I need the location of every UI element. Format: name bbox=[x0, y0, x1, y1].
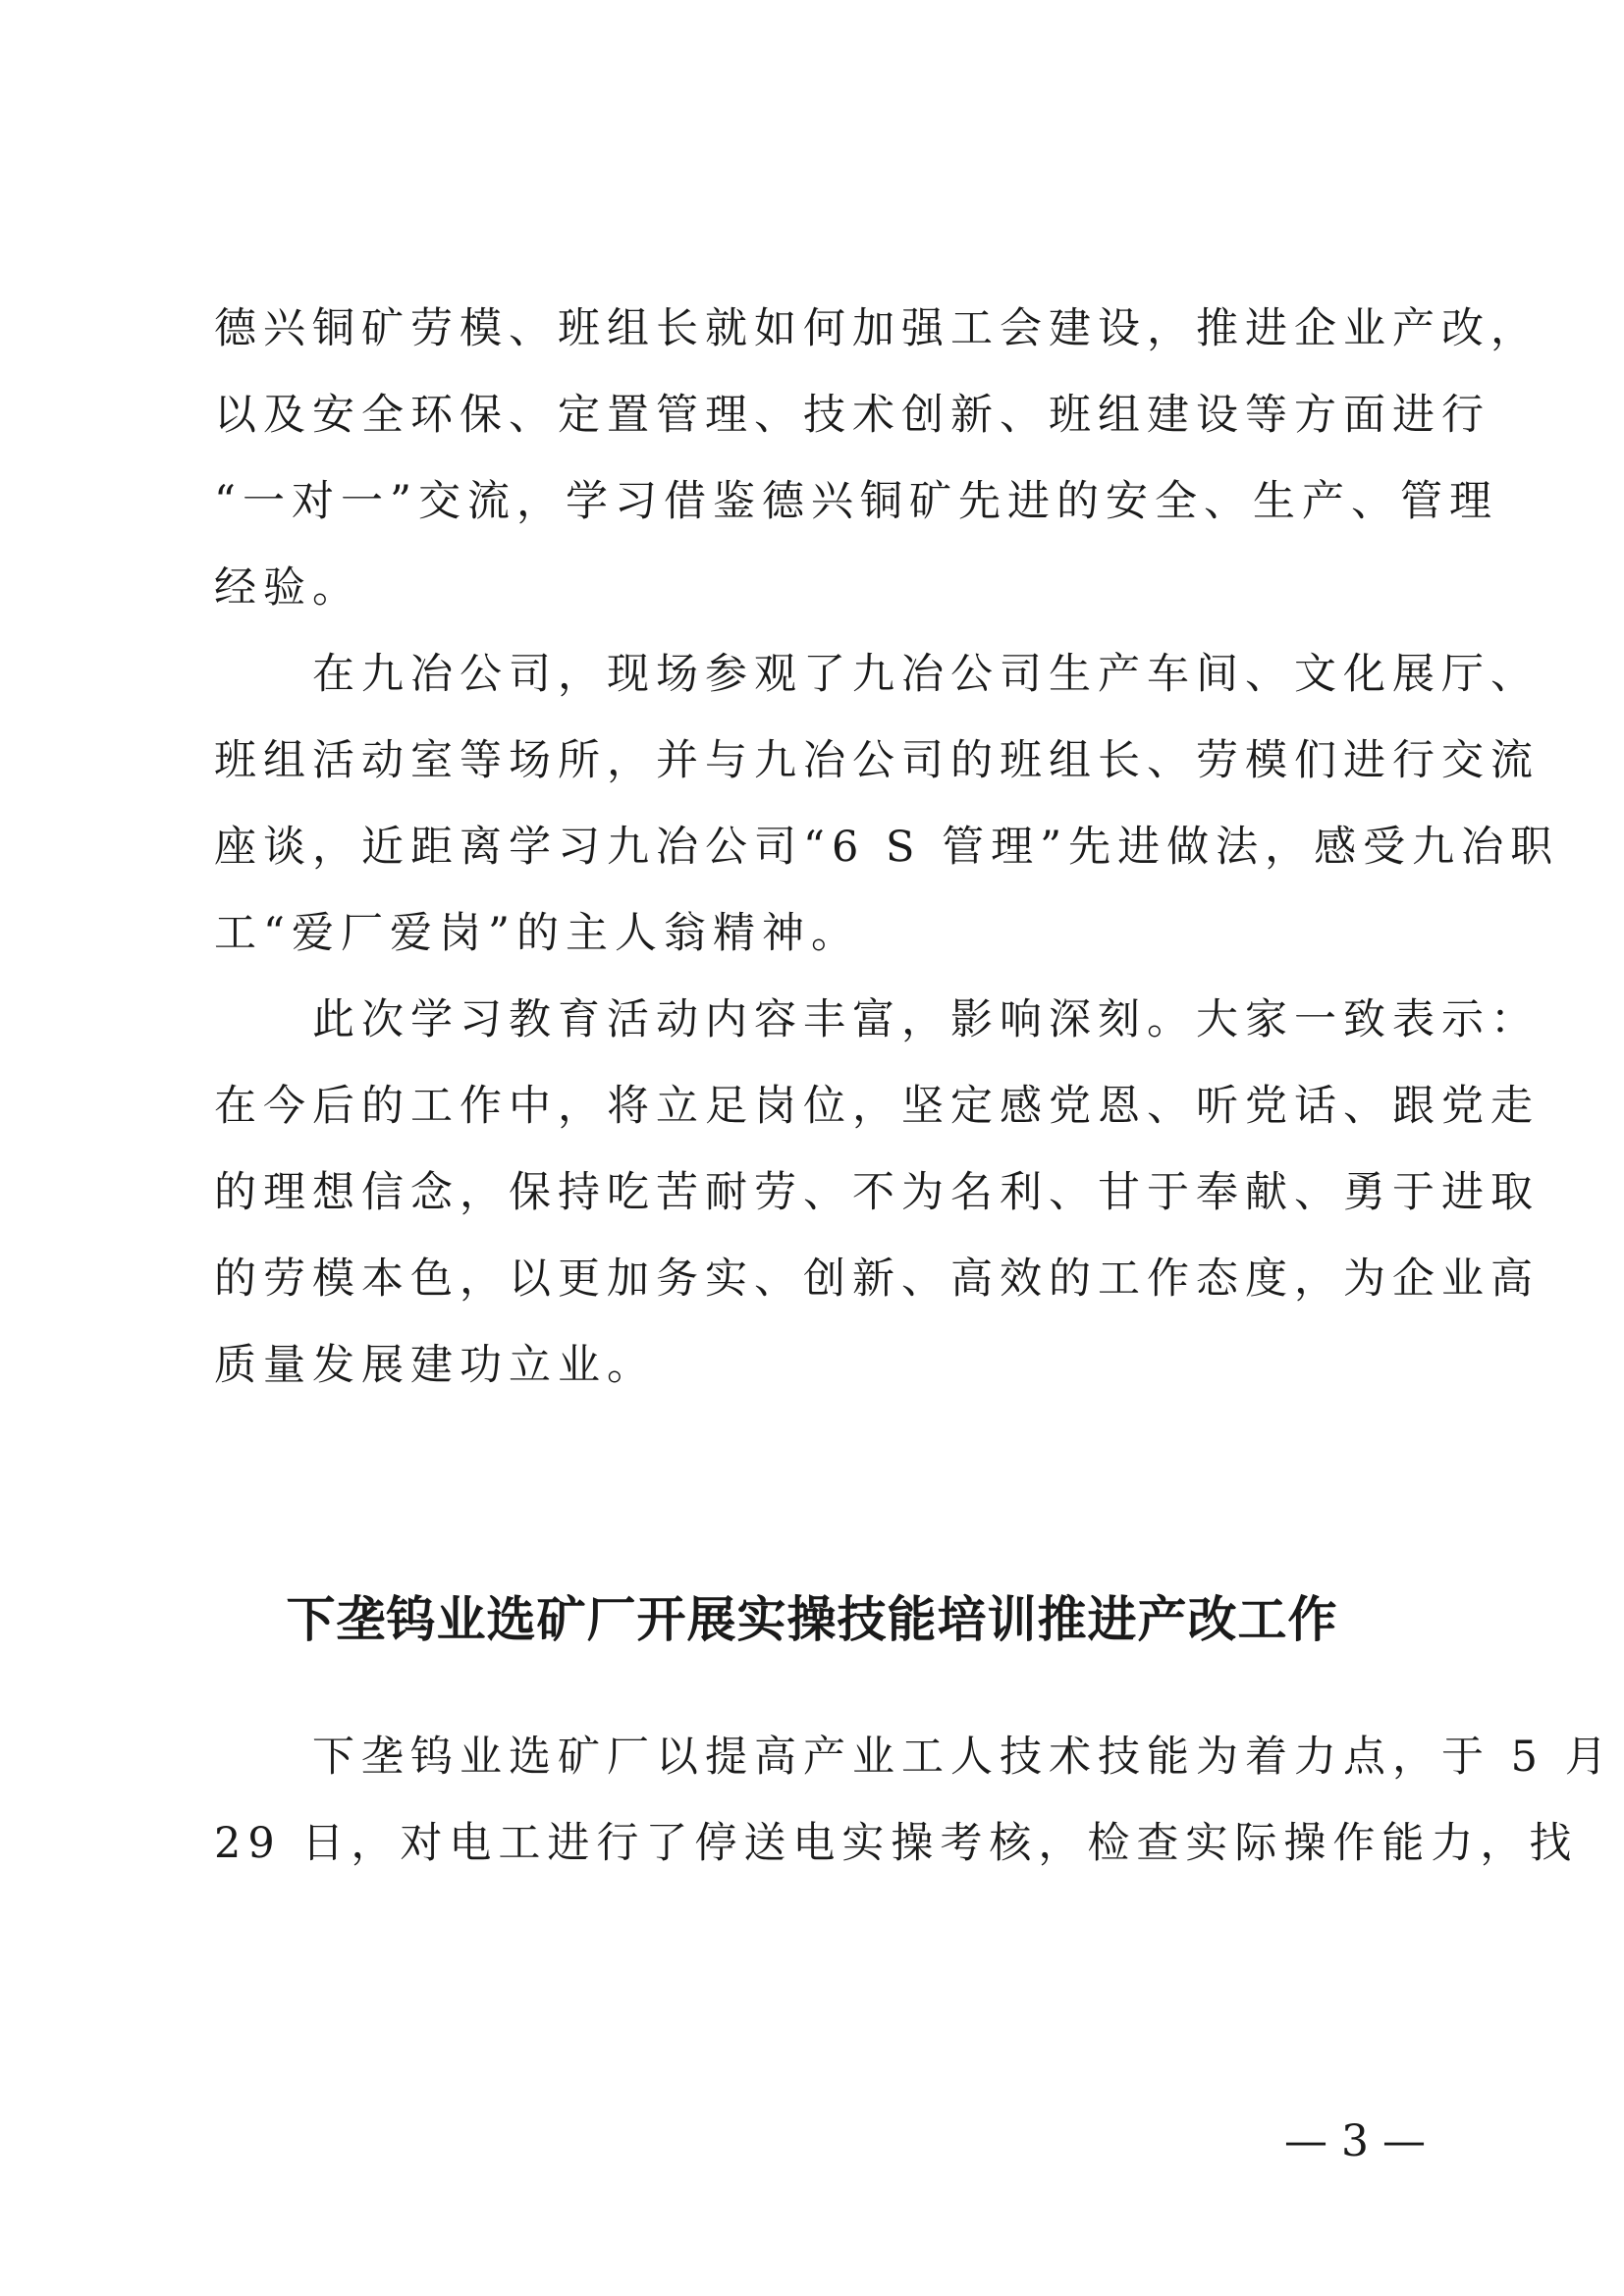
paragraph-line: 工“爱厂爱岗”的主人翁精神。 bbox=[214, 909, 860, 958]
paragraph-line: 此次学习教育活动内容丰富，影响深刻。大家一致表示： bbox=[214, 995, 1540, 1044]
page-number: — 3 — bbox=[1284, 2116, 1426, 2166]
paragraph-line: 以及安全环保、定置管理、技术创新、班组建设等方面进行 bbox=[214, 391, 1490, 440]
article-title: 下垄钨业选矿厂开展实操技能培训推进产改工作 bbox=[286, 1591, 1338, 1648]
paragraph-line: 下垄钨业选矿厂以提高产业工人技术技能为着力点，于 5 月 bbox=[214, 1733, 1614, 1782]
paragraph-line: 29 日，对电工进行了停送电实操考核，检查实际操作能力，找 bbox=[214, 1819, 1579, 1868]
paragraph-line: 德兴铜矿劳模、班组长就如何加强工会建设，推进企业产改， bbox=[214, 304, 1540, 353]
paragraph-line: 班组活动室等场所，并与九冶公司的班组长、劳模们进行交流 bbox=[214, 736, 1540, 785]
paragraph-line: 座谈，近距离学习九冶公司“6 S 管理”先进做法，感受九冶职 bbox=[214, 823, 1560, 872]
paragraph-line: “一对一”交流，学习借鉴德兴铜矿先进的安全、生产、管理 bbox=[214, 477, 1498, 526]
paragraph-line: 的理想信念，保持吃苦耐劳、不为名利、甘于奉献、勇于进取 bbox=[214, 1168, 1540, 1217]
paragraph-line: 质量发展建功立业。 bbox=[214, 1341, 656, 1390]
paragraph-line: 经验。 bbox=[214, 563, 361, 613]
paragraph-line: 的劳模本色，以更加务实、创新、高效的工作态度，为企业高 bbox=[214, 1255, 1540, 1304]
paragraph-line: 在今后的工作中，将立足岗位，坚定感党恩、听党话、跟党走 bbox=[214, 1082, 1540, 1131]
paragraph-line: 在九冶公司，现场参观了九冶公司生产车间、文化展厅、 bbox=[214, 650, 1540, 699]
